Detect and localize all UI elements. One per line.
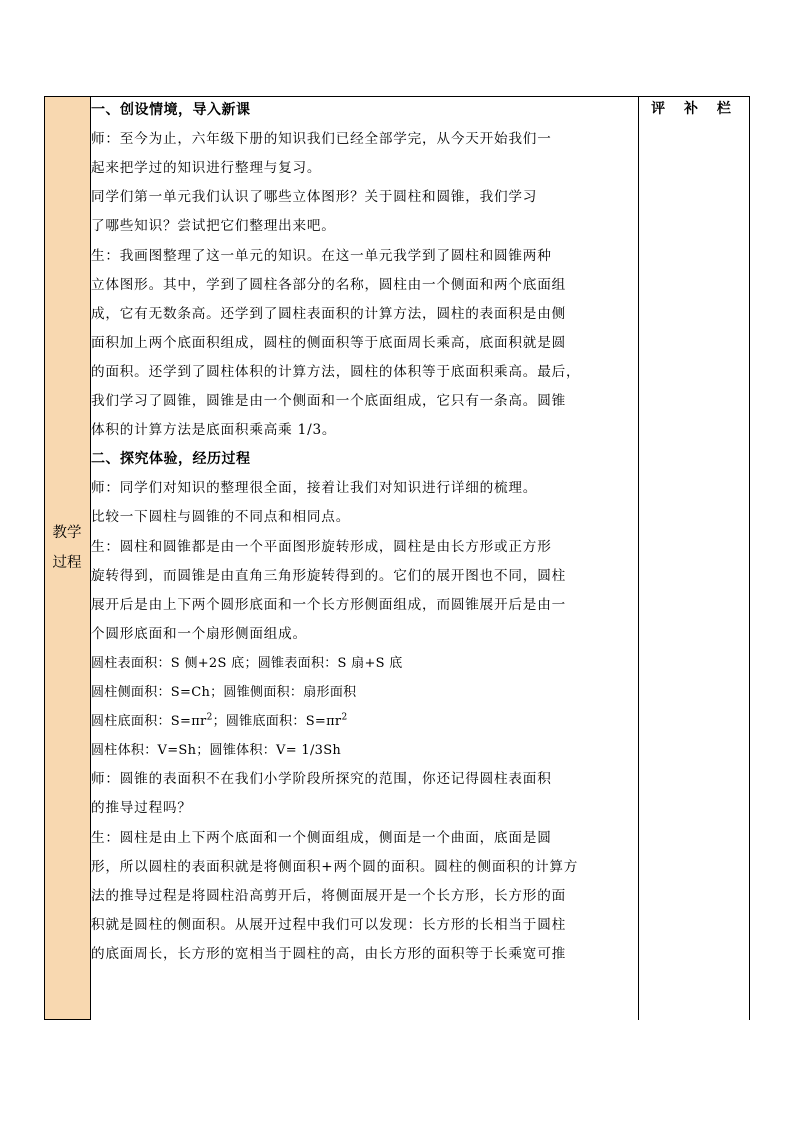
text-line: 成，它有无数条高。还学到了圆柱表面积的计算方法，圆柱的表面积是由侧 xyxy=(91,305,566,322)
notes-column-header: 评 补 栏 xyxy=(651,101,738,117)
text-line: 了哪些知识？尝试把它们整理出来吧。 xyxy=(91,218,336,235)
paragraph xyxy=(91,824,638,969)
section-heading xyxy=(91,96,638,125)
text-line: 面积加上两个底面积组成，圆柱的侧面积等于底面周长乘高，底面积就是圆 xyxy=(91,334,566,351)
text-line: 形，所以圆柱的表面积就是将侧面积+两个圆的面积。圆柱的侧面积的计算方 xyxy=(91,858,579,875)
paragraph xyxy=(91,183,638,241)
text-line: 法的推导过程是将圆柱沿高剪开后，将侧面展开是一个长方形，长方形的面 xyxy=(91,887,566,904)
text-line: 积就是圆柱的侧面积。从展开过程中我们可以发现：长方形的长相当于圆柱 xyxy=(91,916,566,933)
text-line: 起来把学过的知识进行整理与复习。 xyxy=(91,160,322,177)
text-line: 个圆形底面和一个扇形侧面组成。 xyxy=(91,625,307,642)
paragraph xyxy=(91,242,638,446)
text-line: 圆柱体积：V=Sh；圆锥体积：V= 1/3Sh xyxy=(91,743,342,759)
section-label-line: 教学 xyxy=(52,525,82,541)
text-line: 圆柱表面积：S 侧+2S 底；圆锥表面积：S 扇+S 底 xyxy=(91,655,403,671)
text-line: 生：圆柱是由上下两个底面和一个侧面组成，侧面是一个曲面，底面是圆 xyxy=(91,829,552,846)
superscript: 2 xyxy=(341,712,348,723)
text-line: 我们学习了圆锥，圆锥是由一个侧面和一个底面组成，它只有一条高。圆锥 xyxy=(91,392,566,409)
formula-line xyxy=(91,707,638,736)
text-line: 的底面周长，长方形的宽相当于圆柱的高，由长方形的面积等于长乘宽可推 xyxy=(91,945,566,962)
formula-line xyxy=(91,736,638,765)
table-left-border xyxy=(44,96,45,1020)
text-line: 师：同学们对知识的整理很全面，接着让我们对知识进行详细的梳理。 xyxy=(91,480,538,497)
formula-text: 圆柱底面积：S=πr xyxy=(91,714,207,730)
section-label xyxy=(44,518,90,578)
text-line xyxy=(91,707,638,736)
paragraph xyxy=(91,474,638,503)
paragraph xyxy=(91,765,638,823)
text-line: 生：我画图整理了这一单元的知识。在这一单元我学到了圆柱和圆锥两种 xyxy=(91,247,552,264)
lesson-table xyxy=(44,96,750,1020)
text-line: 同学们第一单元我们认识了哪些立体图形？关于圆柱和圆锥，我们学习 xyxy=(91,189,538,206)
text-line: 二、探究体验，经历过程 xyxy=(91,451,251,468)
table-right-border xyxy=(749,96,750,1020)
paragraph xyxy=(91,125,638,183)
formula-line xyxy=(91,649,638,678)
text-line: 师：圆锥的表面积不在我们小学阶段所探究的范围，你还记得圆柱表面积 xyxy=(91,771,552,788)
section-label-cell xyxy=(44,96,90,1020)
formula-line xyxy=(91,678,638,707)
lesson-content xyxy=(91,96,638,1020)
text-line: 师：至今为止，六年级下册的知识我们已经全部学完，从今天开始我们一 xyxy=(91,131,552,148)
section-heading xyxy=(91,445,638,474)
section-label-line: 过程 xyxy=(52,555,82,571)
formula-text: ；圆锥底面积：S=πr xyxy=(212,714,342,730)
text-line: 的面积。还学到了圆柱体积的计算方法，圆柱的体积等于底面积乘高。最后， xyxy=(91,363,581,380)
text-line: 展开后是由上下两个圆形底面和一个长方形侧面组成，而圆锥展开后是由一 xyxy=(91,596,566,613)
text-line: 的推导过程吗？ xyxy=(91,800,192,817)
column-divider xyxy=(638,96,639,1020)
text-line: 旋转得到，而圆锥是由直角三角形旋转得到的。它们的展开图也不同，圆柱 xyxy=(91,567,566,584)
paragraph xyxy=(91,503,638,532)
text-line: 一、创设情境，导入新课 xyxy=(91,102,251,118)
table-bottom-border xyxy=(44,1019,91,1020)
text-line: 比较一下圆柱与圆锥的不同点和相同点。 xyxy=(91,509,351,526)
text-line: 立体图形。其中，学到了圆柱各部分的名称，圆柱由一个侧面和两个底面组 xyxy=(91,276,566,293)
text-line: 体积的计算方法是底面积乘高乘 1/3。 xyxy=(91,422,337,439)
text-line: 圆柱侧面积：S=Ch；圆锥侧面积：扇形面积 xyxy=(91,685,357,700)
paragraph xyxy=(91,533,638,649)
superscript: 2 xyxy=(206,712,213,723)
text-line: 生：圆柱和圆锥都是由一个平面图形旋转形成，圆柱是由长方形或正方形 xyxy=(91,538,552,555)
